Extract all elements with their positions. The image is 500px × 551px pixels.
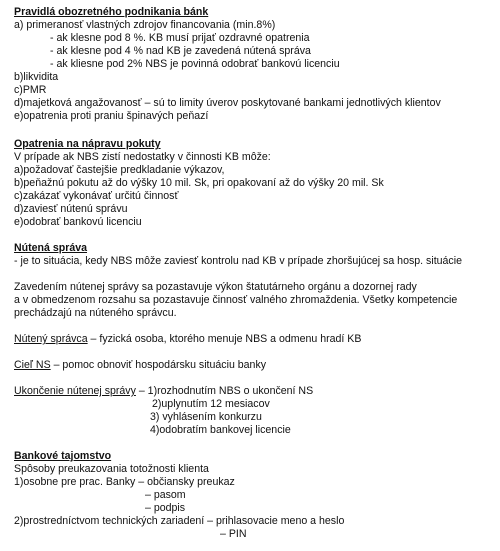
definition-spravca xyxy=(14,333,361,346)
list-subitem: - ak klesne pod 8 %. KB musí prijať ozdravné opatrenia xyxy=(50,32,310,44)
list-subitem: - ak klesne pod 4 % nad KB je zavedená nútená správa xyxy=(50,45,311,57)
term-label: Ukončenie nútenej správy xyxy=(14,385,136,397)
list-subitem: – pasom xyxy=(145,489,186,501)
list-item: c)zakázať vykonávať určitú činnosť xyxy=(14,190,179,202)
list-item: a)požadovať častejšie predkladanie výkazov, xyxy=(14,164,225,176)
list-subitem: - ak kliesne pod 2% NBS je povinná odobrať bankovú licenciu xyxy=(50,58,340,70)
term-text: – pomoc obnoviť hospodársku situáciu banky xyxy=(50,359,267,371)
list-subitem: 3) vyhlásením konkurzu xyxy=(150,411,262,423)
list-subitem: 4)odobratím bankovej licencie xyxy=(150,424,291,436)
definition: - je to situácia, kedy NBS môže zaviesť kontrolu nad KB v prípade zhoršujúcej sa hosp. situácie xyxy=(14,255,462,267)
list-item: 1)osobne pre prac. Banky – občiansky preukaz xyxy=(14,476,235,488)
section-heading-pravidla: Pravidlá obozretného podnikania bánk xyxy=(14,6,209,18)
list-item: d)zaviesť nútenú správu xyxy=(14,203,128,215)
paragraph: V prípade ak NBS zistí nedostatky v činnosti KB môže: xyxy=(14,151,271,163)
paragraph-line: prechádzajú na núteného správcu. xyxy=(14,307,177,319)
definition-ciel xyxy=(14,359,266,372)
list-subitem: – PIN xyxy=(220,528,247,540)
list-item: b)likvidita xyxy=(14,71,59,83)
list-item: 2)prostredníctvom technických zariadení – prihlasovacie meno a heslo xyxy=(14,515,345,527)
list-item: b)peňažnú pokutu až do výšky 10 mil. Sk, pri opakovaní až do výšky 20 mil. Sk xyxy=(14,177,384,189)
list-subitem: – podpis xyxy=(145,502,186,514)
section-heading-opatrenia: Opatrenia na nápravu pokuty xyxy=(14,138,161,150)
term-label: Cieľ NS xyxy=(14,359,51,371)
list-subitem: 2)uplynutím 12 mesiacov xyxy=(152,398,270,410)
list-item: a) primeranosť vlastných zdrojov financovania (min.8%) xyxy=(14,19,276,31)
term-label: Nútený správca xyxy=(14,333,88,345)
paragraph-line: a v obmedzenom rozsahu sa pozastavuje činnosť valného zhromaždenia. Všetky kompetencie xyxy=(14,294,458,306)
paragraph: Spôsoby preukazovania totožnosti klienta xyxy=(14,463,209,475)
section-heading-bankove-tajomstvo: Bankové tajomstvo xyxy=(14,450,112,462)
list-item: e)opatrenia proti praniu špinavých peňazí xyxy=(14,110,209,122)
list-item: d)majetková angažovanosť – sú to limity úverov poskytované bankami jednotlivých klientov xyxy=(14,97,441,109)
section-heading-nutena-sprava: Nútená správa xyxy=(14,242,88,254)
term-text: – fyzická osoba, ktorého menuje NBS a odmenu hradí KB xyxy=(87,333,362,345)
definition-ukoncenie xyxy=(14,385,313,398)
list-item: c)PMR xyxy=(14,84,47,96)
list-item: e)odobrať bankovú licenciu xyxy=(14,216,142,228)
paragraph-line: Zavedením nútenej správy sa pozastavuje výkon štatutárneho orgánu a dozornej rady xyxy=(14,281,417,293)
term-text: – 1)rozhodnutím NBS o ukončení NS xyxy=(135,385,314,397)
